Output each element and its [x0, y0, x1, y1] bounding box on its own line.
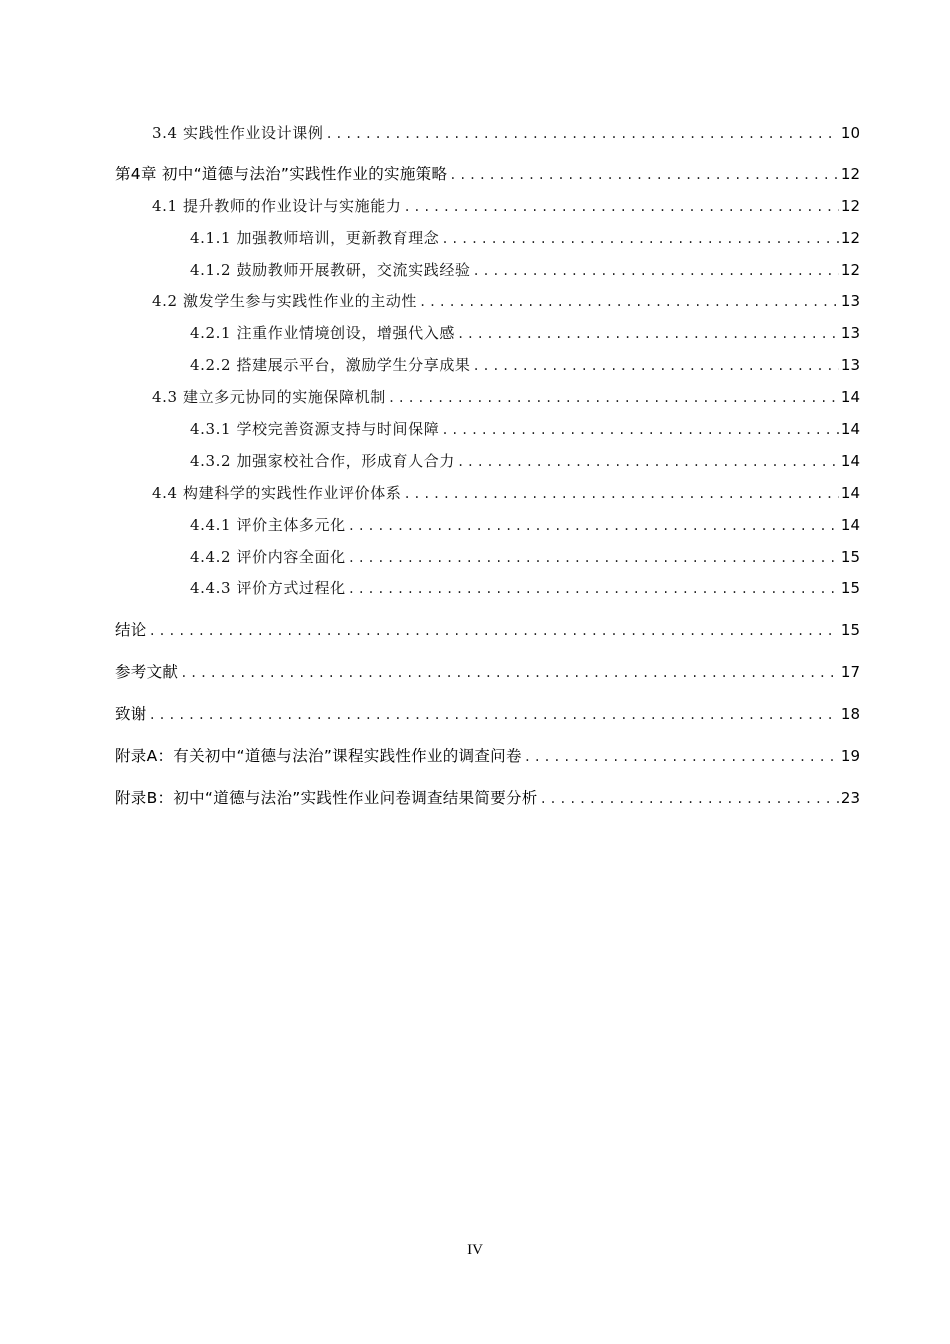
toc-entry-label: 4.2.1 注重作业情境创设，增强代入感 [190, 324, 455, 343]
toc-leader-dots [524, 742, 839, 774]
toc-entry-page: 12 [840, 228, 860, 247]
toc-entry-page: 12 [840, 164, 860, 183]
toc-entry-4-4-1[interactable] [115, 510, 860, 542]
toc-leader-dots [449, 160, 839, 192]
toc-entry-label: 4.4.1 评价主体多元化 [190, 515, 346, 534]
toc-entry-4-3-2[interactable] [115, 446, 860, 478]
toc-entry-3-4[interactable] [115, 118, 860, 150]
toc-entry-page: 15 [840, 579, 860, 598]
toc-entry-4-4-2[interactable] [115, 542, 860, 574]
toc-leader-dots [348, 574, 839, 606]
toc-entry-label: 致谢 [115, 705, 147, 724]
toc-entry-label: 4.4 构建科学的实践性作业评价体系 [152, 483, 402, 502]
toc-entry-references[interactable] [115, 657, 860, 689]
toc-entry-page: 17 [840, 663, 860, 682]
toc-entry-label: 4.3 建立多元协同的实施保障机制 [152, 388, 386, 407]
toc-entry-label: 4.2.2 搭建展示平台，激励学生分享成果 [190, 356, 471, 375]
toc-entry-4-1-2[interactable] [115, 255, 860, 287]
toc-entry-label: 参考文献 [115, 663, 179, 682]
toc-entry-page: 13 [840, 324, 860, 343]
toc-entry-page: 14 [840, 451, 860, 470]
toc-leader-dots [388, 383, 839, 415]
toc-entry-page: 12 [840, 260, 860, 279]
toc-entry-label: 附录A：有关初中“道德与法治”课程实践性作业的调查问卷 [115, 747, 522, 766]
toc-entry-label: 4.2 激发学生参与实践性作业的主动性 [152, 292, 418, 311]
toc-leader-dots [441, 224, 839, 256]
toc-entry-page: 18 [840, 705, 860, 724]
toc-entry-page: 14 [840, 483, 860, 502]
toc-leader-dots [540, 784, 839, 816]
table-of-contents [115, 118, 860, 815]
toc-entry-4-2-1[interactable] [115, 318, 860, 350]
toc-entry-page: 10 [840, 124, 860, 142]
toc-entry-label: 4.1.1 加强教师培训，更新教育理念 [190, 228, 440, 247]
toc-entry-conclusion[interactable] [115, 615, 860, 647]
toc-entry-label: 4.4.3 评价方式过程化 [190, 579, 346, 598]
toc-leader-dots [403, 192, 838, 224]
toc-entry-label: 3.4 实践性作业设计课例 [152, 124, 324, 142]
toc-leader-dots [473, 256, 839, 288]
toc-entry-label: 4.4.2 评价内容全面化 [190, 547, 346, 566]
toc-leader-dots [348, 511, 839, 543]
toc-entry-appendix-b[interactable] [115, 783, 860, 815]
toc-entry-page: 15 [840, 547, 860, 566]
toc-entry-label: 第4章 初中“道德与法治”实践性作业的实施策略 [115, 164, 448, 183]
toc-leader-dots [149, 700, 839, 732]
toc-leader-dots [325, 119, 838, 151]
toc-leader-dots [419, 287, 839, 319]
page-number: IV [467, 1242, 483, 1258]
toc-entry-4-2[interactable] [115, 286, 860, 318]
toc-entry-label: 4.3.2 加强家校社合作，形成育人合力 [190, 451, 455, 470]
toc-entry-appendix-a[interactable] [115, 741, 860, 773]
toc-entry-label: 4.3.1 学校完善资源支持与时间保障 [190, 420, 440, 439]
toc-entry-label: 4.1 提升教师的作业设计与实施能力 [152, 196, 402, 215]
toc-leader-dots [457, 319, 839, 351]
toc-entry-label: 附录B：初中“道德与法治”实践性作业问卷调查结果简要分析 [115, 788, 538, 807]
toc-entry-page: 14 [840, 515, 860, 534]
toc-entry-page: 15 [840, 621, 860, 640]
toc-entry-acknowledgements[interactable] [115, 699, 860, 731]
toc-entry-page: 14 [840, 388, 860, 407]
toc-entry-4-2-2[interactable] [115, 350, 860, 382]
toc-entry-page: 13 [840, 356, 860, 375]
toc-entry-chapter-4[interactable] [115, 159, 860, 191]
toc-leader-dots [473, 351, 839, 383]
toc-entry-4-3[interactable] [115, 382, 860, 414]
toc-leader-dots [403, 479, 838, 511]
toc-entry-4-4-3[interactable] [115, 573, 860, 605]
toc-entry-page: 13 [840, 292, 860, 311]
toc-entry-page: 12 [840, 196, 860, 215]
toc-entry-4-1[interactable] [115, 191, 860, 223]
toc-leader-dots [180, 658, 839, 690]
toc-entry-page: 23 [840, 788, 860, 807]
toc-entry-label: 4.1.2 鼓励教师开展教研，交流实践经验 [190, 260, 471, 279]
toc-entry-label: 结论 [115, 621, 147, 640]
toc-leader-dots [441, 415, 839, 447]
toc-entry-page: 14 [840, 420, 860, 439]
toc-entry-4-3-1[interactable] [115, 414, 860, 446]
toc-entry-page: 19 [840, 747, 860, 766]
toc-entry-4-1-1[interactable] [115, 223, 860, 255]
toc-entry-4-4[interactable] [115, 478, 860, 510]
toc-leader-dots [149, 616, 839, 648]
toc-leader-dots [348, 543, 839, 575]
toc-leader-dots [457, 447, 839, 479]
